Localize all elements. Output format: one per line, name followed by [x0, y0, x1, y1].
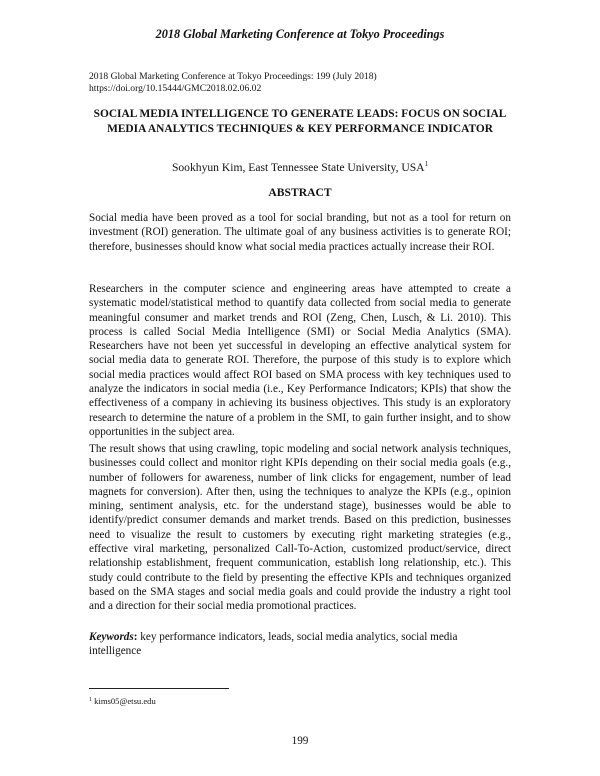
- footnote-divider: [89, 688, 229, 689]
- author-line: [89, 161, 511, 174]
- paper-title: SOCIAL MEDIA INTELLIGENCE TO GENERATE LEADS: FOCUS ON SOCIAL MEDIA ANALYTICS TECHNIQUES & KEY PERFORMANCE INDICATOR: [93, 108, 507, 135]
- citation-block: [89, 71, 511, 95]
- keywords-line: [89, 630, 511, 659]
- abstract-paragraph: The result shows that using crawling, topic modeling and social network analysis techniques, businesses could collect and monitor right KPIs depending on their social media goals (e.g., number of followers for awareness, number of link clicks for engagement, number of lead magnets for conversion). After then, using the techniques to analyze the KPIs (e.g., opinion mining, sentiment analysis, etc. for the understand stage), businesses would be able to identify/predict consumer demands and market trends. Based on this prediction, businesses need to visualize the result to customers by executing right marketing strategies (e.g., effective viral marketing, personalized Call-To-Action, customized product/service, direct relationship establishment, frequent communication, establish long relationship, etc.). This study could contribute to the field by presenting the effective KPIs and techniques organized based on the SMA stages and social media goals and could provide the industry a right tool and a direction for their social media promotional practices.: [89, 443, 511, 613]
- running-head: 2018 Global Marketing Conference at Tokyo Proceedings: [155, 27, 445, 41]
- abstract-heading: ABSTRACT: [268, 186, 332, 199]
- footnote: [89, 696, 156, 706]
- footnote-email: kims05@etsu.edu: [92, 696, 156, 706]
- keywords-colon: :: [133, 631, 138, 643]
- footnote-mark: 1: [89, 697, 92, 703]
- page-number: 199: [291, 735, 309, 747]
- keywords-text: key performance indicators, leads, social media analytics, social media intelligence: [89, 631, 458, 658]
- doi-line: https://doi.org/10.15444/GMC2018.02.06.02: [89, 83, 262, 94]
- keywords-label: Keywords: [89, 631, 134, 643]
- abstract-paragraph: Researchers in the computer science and engineering areas have attempted to create a systematic model/statistical method to quantify data collected from social media to generate meaningful consumer and market trends and ROI (Zeng, Chen, Lusch, & Li. 2010). This process is called Social Media Intelligence (SMI) or Social Media Analytics (SMA). Researchers have not been yet successful in developing an effective analytical system for social media data to generate ROI. Therefore, the purpose of this study is to explore which social media practices would affect ROI based on SMA process with key techniques used to analyze the indicators in social media (i.e., Key Performance Indicators; KPIs) that show the effectiveness of a company in achieving its business objectives. This study is an exploratory research to determine the nature of a problem in the SMI, to gain further insight, and to show opportunities in the subject area.: [89, 283, 511, 438]
- author-footnote-mark: 1: [424, 160, 429, 168]
- abstract-paragraph: Social media have been proved as a tool for social branding, but not as a tool for return on investment (ROI) generation. The ultimate goal of any business activities is to generate ROI; therefore, businesses should know what social media practices actually increase their ROI.: [89, 212, 511, 253]
- author-name: Sookhyun Kim, East Tennessee State University, USA: [171, 161, 425, 174]
- citation-line: 2018 Global Marketing Conference at Tokyo Proceedings: 199 (July 2018): [89, 71, 377, 82]
